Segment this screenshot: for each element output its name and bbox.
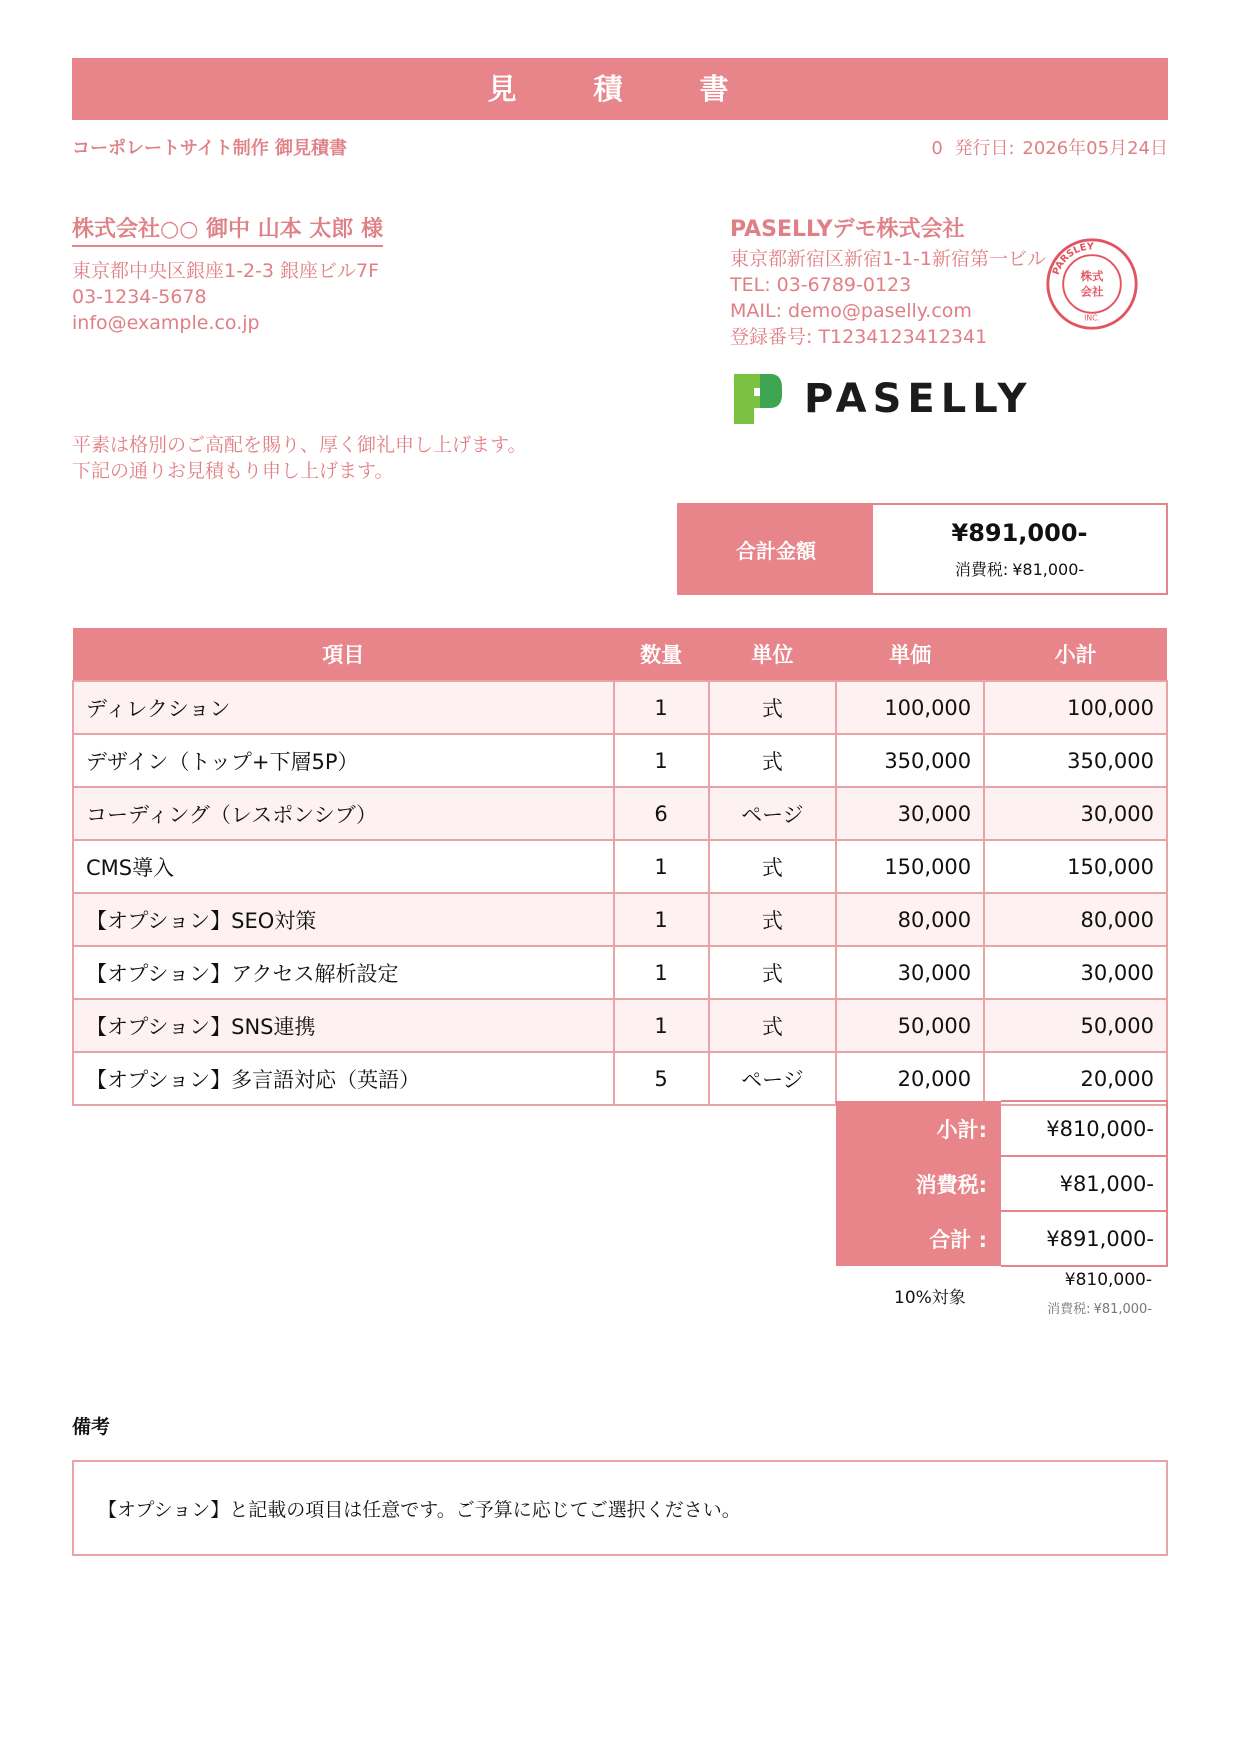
- cell-qty: 1: [614, 893, 709, 946]
- cell-qty: 1: [614, 840, 709, 893]
- cell-qty: 1: [614, 946, 709, 999]
- company-seal-stamp: [1044, 236, 1140, 332]
- cell-item: 【オプション】多言語対応（英語）: [73, 1052, 614, 1105]
- greeting: [72, 432, 526, 484]
- cell-subtotal: 80,000: [984, 893, 1167, 946]
- table-row: [73, 840, 1167, 893]
- cell-qty: 6: [614, 787, 709, 840]
- paselly-logo: [730, 366, 1060, 428]
- summary-total-label: 合計 :: [836, 1211, 1001, 1266]
- document-title: 見 積 書: [72, 58, 1168, 120]
- table-row: [73, 893, 1167, 946]
- client-email: info@example.co.jp: [72, 312, 260, 334]
- total-amount-box: [677, 503, 1168, 595]
- header-qty: 数量: [614, 628, 709, 681]
- cell-item: コーディング（レスポンシブ）: [73, 787, 614, 840]
- cell-qty: 1: [614, 734, 709, 787]
- cell-price: 350,000: [836, 734, 984, 787]
- summary-tax-value: ¥81,000-: [1001, 1156, 1167, 1211]
- notes-box: [72, 1460, 1168, 1556]
- document-subject: コーポレートサイト制作 御見積書: [72, 138, 348, 159]
- notes-text: 【オプション】と記載の項目は任意です。ご予算に応じてご選択ください。: [98, 1498, 741, 1521]
- table-row: [73, 681, 1167, 734]
- company-name: PASELLYデモ株式会社: [730, 217, 965, 242]
- client-info: [72, 258, 379, 336]
- summary-subtotal-value: ¥810,000-: [1001, 1101, 1167, 1156]
- cell-price: 20,000: [836, 1052, 984, 1105]
- table-row: [73, 999, 1167, 1052]
- greeting-line-1: 平素は格別のご高配を賜り、厚く御礼申し上げます。: [72, 434, 527, 456]
- company-tel: TEL: 03-6789-0123: [730, 274, 912, 296]
- total-tax-amount: ¥81,000-: [1012, 559, 1085, 579]
- total-tax: [955, 557, 1084, 580]
- cell-price: 50,000: [836, 999, 984, 1052]
- notes-label: 備考: [72, 1416, 111, 1438]
- tax-breakdown-tax: [1047, 1298, 1152, 1317]
- svg-text:INC.: INC.: [1084, 313, 1100, 323]
- cell-item: デザイン（トップ+下層5P）: [73, 734, 614, 787]
- issue-date: 2026年05月24日: [1022, 138, 1168, 159]
- cell-unit: 式: [709, 893, 837, 946]
- cell-subtotal: 100,000: [984, 681, 1167, 734]
- total-amount: ¥891,000-: [951, 518, 1088, 547]
- table-row: [73, 734, 1167, 787]
- table-row: [73, 1052, 1167, 1105]
- cell-subtotal: 50,000: [984, 999, 1167, 1052]
- issue-date-label: 発行日:: [954, 138, 1015, 159]
- cell-qty: 5: [614, 1052, 709, 1105]
- cell-unit: 式: [709, 999, 837, 1052]
- header-price: 単価: [836, 628, 984, 681]
- cell-subtotal: 20,000: [984, 1052, 1167, 1105]
- cell-price: 30,000: [836, 946, 984, 999]
- tax-breakdown-label: 消費税:: [1047, 1302, 1091, 1317]
- cell-subtotal: 30,000: [984, 946, 1167, 999]
- table-header-row: [73, 628, 1167, 681]
- stamp-text: PARSLEY: [1050, 241, 1095, 277]
- table-row: [73, 946, 1167, 999]
- cell-qty: 1: [614, 681, 709, 734]
- cell-unit: ページ: [709, 1052, 837, 1105]
- client-address: 東京都中央区銀座1-2-3 銀座ビル7F: [72, 260, 380, 282]
- summary-table: [836, 1100, 1168, 1267]
- cell-unit: 式: [709, 840, 837, 893]
- cell-unit: 式: [709, 734, 837, 787]
- cell-item: 【オプション】SEO対策: [73, 893, 614, 946]
- tax-target-label: 10%対象: [894, 1288, 966, 1308]
- cell-subtotal: 350,000: [984, 734, 1167, 787]
- cell-unit: 式: [709, 946, 837, 999]
- svg-text:会社: 会社: [1080, 284, 1104, 299]
- logo-text: PASELLY: [804, 376, 1033, 422]
- header-item: 項目: [73, 628, 614, 681]
- cell-price: 100,000: [836, 681, 984, 734]
- header-subtotal: 小計: [984, 628, 1167, 681]
- client-tel: 03-1234-5678: [72, 286, 207, 308]
- cell-item: 【オプション】アクセス解析設定: [73, 946, 614, 999]
- summary-tax-label: 消費税:: [836, 1156, 1001, 1211]
- company-mail: MAIL: demo@paselly.com: [730, 300, 972, 322]
- cell-item: ディレクション: [73, 681, 614, 734]
- cell-price: 80,000: [836, 893, 984, 946]
- summary-subtotal-row: [836, 1101, 1167, 1156]
- cell-price: 30,000: [836, 787, 984, 840]
- total-values: [873, 505, 1166, 593]
- cell-subtotal: 150,000: [984, 840, 1167, 893]
- total-tax-label: 消費税:: [954, 559, 1009, 579]
- summary-total-row: [836, 1211, 1167, 1266]
- issue-info: [925, 134, 1168, 160]
- cell-unit: ページ: [709, 787, 837, 840]
- summary-total-value: ¥891,000-: [1001, 1211, 1167, 1266]
- cell-subtotal: 30,000: [984, 787, 1167, 840]
- cell-unit: 式: [709, 681, 837, 734]
- total-amount-label: 合計金額: [679, 505, 873, 593]
- document-number: 0: [931, 138, 943, 159]
- client-name: 株式会社○○ 御中 山本 太郎 様: [72, 212, 383, 247]
- line-items-table: [72, 628, 1168, 1106]
- cell-item: CMS導入: [73, 840, 614, 893]
- header-unit: 単位: [709, 628, 837, 681]
- summary-subtotal-label: 小計:: [836, 1101, 1001, 1156]
- cell-price: 150,000: [836, 840, 984, 893]
- svg-text:株式: 株式: [1080, 269, 1104, 284]
- tax-breakdown-amount: ¥81,000-: [1093, 1302, 1152, 1317]
- company-registration: 登録番号: T1234123412341: [730, 326, 988, 348]
- greeting-line-2: 下記の通りお見積もり申し上げます。: [72, 460, 394, 482]
- cell-qty: 1: [614, 999, 709, 1052]
- cell-item: 【オプション】SNS連携: [73, 999, 614, 1052]
- tax-base-amount: ¥810,000-: [1064, 1270, 1152, 1290]
- summary-tax-row: [836, 1156, 1167, 1211]
- company-address: 東京都新宿区新宿1-1-1新宿第一ビル: [730, 248, 1046, 270]
- table-row: [73, 787, 1167, 840]
